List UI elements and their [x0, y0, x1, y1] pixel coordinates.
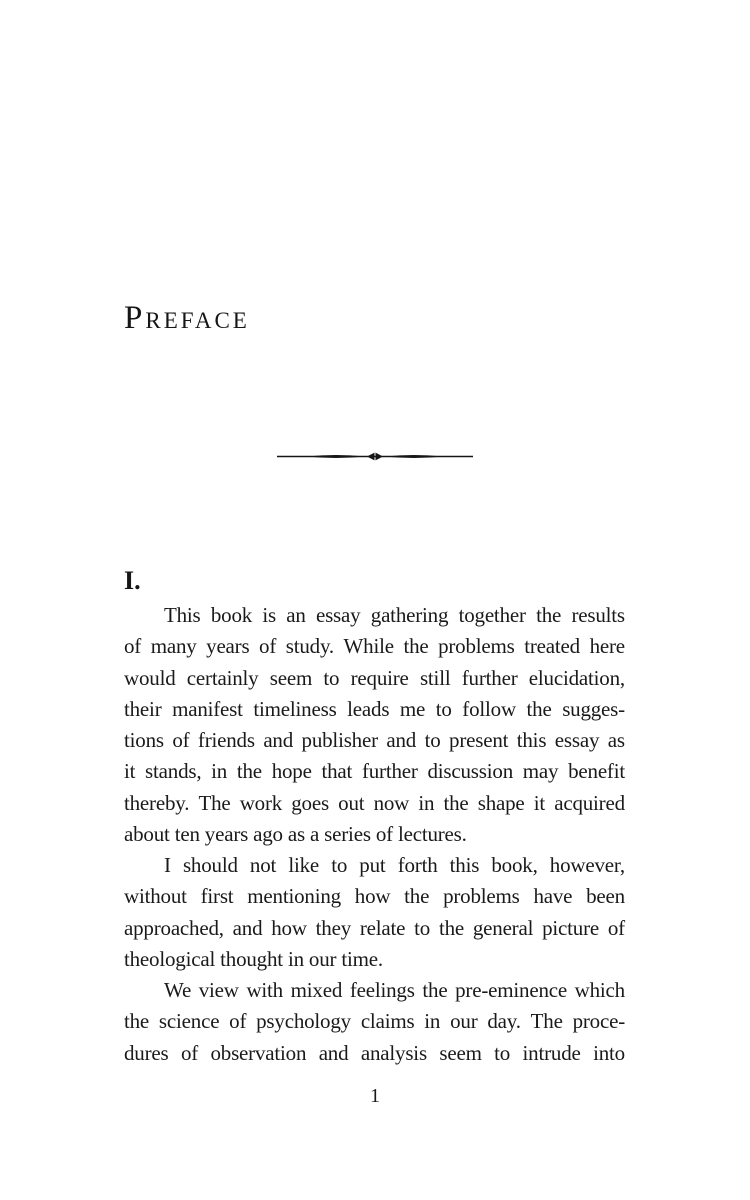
word: our	[308, 946, 337, 971]
text-line	[124, 725, 625, 756]
word: a	[310, 821, 320, 846]
word: been	[586, 884, 625, 909]
word: intrude	[522, 1040, 581, 1065]
word: first	[200, 884, 234, 909]
word: picture	[542, 915, 599, 940]
word: science	[158, 1009, 220, 1034]
word: here	[589, 634, 625, 659]
text-line	[124, 631, 625, 662]
word: without	[124, 884, 187, 909]
word: out	[338, 790, 365, 815]
word: together	[458, 603, 526, 627]
word: of	[172, 728, 190, 752]
word: dures	[124, 1040, 169, 1065]
word: goes	[291, 790, 329, 815]
section-heading: I.	[124, 566, 141, 595]
word: elucidation,	[528, 665, 625, 690]
text-line	[124, 819, 625, 850]
word: The	[530, 1009, 563, 1034]
word: further	[361, 759, 418, 784]
word: This	[164, 603, 201, 627]
word: problems	[443, 884, 520, 909]
word: and	[232, 915, 263, 940]
word: and	[263, 728, 294, 752]
word: mixed	[290, 978, 343, 1002]
word: leads	[347, 696, 390, 721]
text-line	[124, 788, 625, 819]
word: follow	[462, 696, 516, 721]
word: ten	[174, 821, 200, 846]
word: timeliness	[253, 696, 337, 721]
word: present	[449, 728, 509, 752]
word: that	[321, 759, 353, 784]
word: benefit	[568, 759, 625, 784]
word: analysis	[360, 1040, 427, 1065]
word: is	[262, 603, 276, 627]
word: however,	[549, 853, 625, 877]
word: tions	[124, 728, 164, 752]
word: of	[607, 915, 625, 940]
word: years	[206, 634, 250, 659]
word: to	[424, 728, 441, 752]
word: shape	[477, 790, 525, 815]
word: their	[124, 696, 162, 721]
word: require	[350, 665, 409, 690]
word: the	[526, 696, 552, 721]
word: of	[259, 634, 277, 659]
word: should	[182, 853, 238, 877]
word: they	[315, 915, 352, 940]
word: of	[375, 821, 393, 846]
word: the	[422, 978, 448, 1002]
word: and	[318, 1040, 349, 1065]
text-line	[124, 881, 625, 912]
text-line	[124, 756, 625, 787]
word: the	[236, 759, 262, 784]
word: While	[343, 634, 394, 659]
word: may	[522, 759, 559, 784]
word: pre-eminence	[455, 978, 567, 1002]
word: the	[124, 1009, 150, 1034]
text-line	[124, 1006, 625, 1037]
word: this	[449, 853, 480, 877]
word: feelings	[349, 978, 415, 1002]
text-line	[124, 975, 625, 1006]
word: sugges-	[562, 696, 625, 721]
word: this	[516, 728, 547, 752]
word: general	[472, 915, 534, 940]
word: in	[211, 759, 228, 784]
word: not	[249, 853, 277, 877]
word: of	[180, 1040, 199, 1065]
word: essay	[315, 603, 361, 627]
word: theological	[124, 946, 216, 971]
word: treated	[524, 634, 580, 659]
word: our	[450, 1009, 478, 1034]
word: work	[239, 790, 283, 815]
word: further	[461, 665, 518, 690]
word: years	[204, 821, 249, 846]
word: how	[354, 884, 391, 909]
word: with	[246, 978, 283, 1002]
word: it	[533, 790, 546, 815]
paragraph	[124, 975, 625, 1069]
word: to	[331, 853, 348, 877]
word: psychology	[256, 1009, 351, 1034]
word: manifest	[172, 696, 243, 721]
text-line	[124, 944, 625, 975]
body-text	[124, 562, 625, 1069]
word: as	[287, 821, 305, 846]
word: results	[571, 603, 625, 627]
word: series	[324, 821, 371, 846]
word: book	[210, 603, 253, 627]
text-line	[124, 694, 625, 725]
chapter-title: Preface	[124, 300, 250, 336]
word: like	[288, 853, 320, 877]
word: into	[593, 1040, 625, 1065]
page-number: 1	[370, 1085, 380, 1107]
word: I	[164, 853, 171, 877]
word: ago	[253, 821, 283, 846]
word: the	[404, 884, 430, 909]
word: publisher	[301, 728, 378, 752]
word: acquired	[554, 790, 625, 815]
word: book,	[491, 853, 538, 877]
word: now	[373, 790, 410, 815]
word: put	[359, 853, 386, 877]
word: of	[229, 1009, 247, 1034]
word: forth	[397, 853, 438, 877]
word: in	[418, 790, 435, 815]
word: The	[198, 790, 231, 815]
word: in	[287, 946, 304, 971]
text-line	[124, 913, 625, 944]
word: which	[574, 978, 625, 1002]
word: the	[443, 790, 469, 815]
word: seem	[269, 665, 313, 690]
word: me	[399, 696, 426, 721]
word: to	[414, 915, 431, 940]
word: stands,	[145, 759, 202, 784]
word: approached,	[124, 915, 224, 940]
word: the	[536, 603, 562, 627]
text-line	[124, 663, 625, 694]
word: of	[124, 634, 142, 659]
word: have	[533, 884, 573, 909]
word: to	[323, 665, 340, 690]
word: to	[494, 1040, 511, 1065]
fleuron-divider-icon	[277, 449, 473, 464]
word: lectures.	[397, 821, 467, 846]
word: time.	[341, 946, 383, 971]
word: mentioning	[247, 884, 341, 909]
word: the	[438, 915, 464, 940]
word: would	[124, 665, 176, 690]
word: We	[164, 978, 192, 1002]
word: problems	[438, 634, 515, 659]
word: still	[419, 665, 451, 690]
word: seem	[439, 1040, 482, 1065]
word: as	[607, 728, 625, 752]
text-line	[124, 600, 625, 631]
word: an	[286, 603, 306, 627]
word: discussion	[427, 759, 513, 784]
word: friends	[197, 728, 255, 752]
word: and	[386, 728, 417, 752]
word: gathering	[370, 603, 449, 627]
word: proce-	[572, 1009, 625, 1034]
word: relate	[359, 915, 406, 940]
text-line	[124, 1038, 625, 1069]
word: how	[271, 915, 307, 940]
word: to	[435, 696, 452, 721]
word: view	[198, 978, 239, 1002]
word: it	[124, 759, 136, 784]
word: thought	[220, 946, 283, 971]
word: in	[424, 1009, 441, 1034]
word: the	[403, 634, 429, 659]
paragraphs	[124, 600, 625, 1069]
word: claims	[360, 1009, 415, 1034]
text-line	[124, 850, 625, 881]
word: essay	[554, 728, 600, 752]
word: about	[124, 821, 170, 846]
word: observation	[210, 1040, 307, 1065]
paragraph	[124, 850, 625, 975]
word: thereby.	[124, 790, 190, 815]
word: many	[150, 634, 197, 659]
word: hope	[271, 759, 312, 784]
word: study.	[285, 634, 334, 659]
word: certainly	[186, 665, 259, 690]
paragraph	[124, 600, 625, 850]
word: day.	[487, 1009, 521, 1034]
